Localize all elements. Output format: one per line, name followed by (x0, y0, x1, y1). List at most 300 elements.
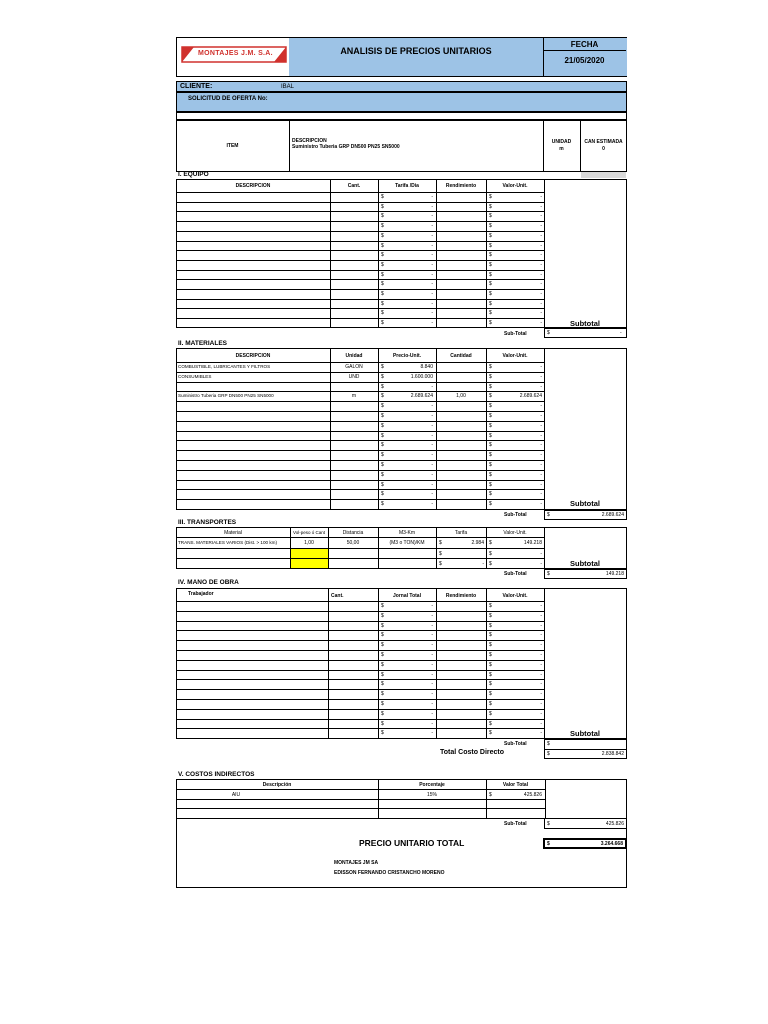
equipo-cell-dash: - (540, 310, 542, 317)
mano-cell-dash: - (431, 710, 433, 717)
equipo-cell-dash: - (431, 232, 433, 239)
mano-row-line (176, 630, 544, 631)
materiales-cell-currency: $ (489, 413, 492, 419)
equipo-cell-dash: - (431, 271, 433, 278)
materiales-cell-currency: $ (489, 422, 492, 429)
materiales-cell-dash: - (431, 422, 433, 429)
equipo-cell-dash: - (540, 223, 542, 230)
fecha-label: FECHA (570, 40, 599, 49)
transportes-r2-valor-currency: $ (489, 551, 492, 557)
materiales-cell-dash: - (431, 491, 433, 498)
equipo-cell-currency: $ (489, 271, 492, 278)
equipo-row-line (176, 231, 544, 232)
equipo-cell-dash: - (540, 242, 542, 249)
mano-cell-currency: $ (489, 701, 492, 707)
indirectos-subtotal-value: 425.826 (605, 821, 624, 827)
transportes-yellow-2 (291, 559, 328, 568)
transportes-r2-tarifa-currency: $ (439, 551, 442, 557)
mano-cell-currency: $ (381, 720, 384, 727)
equipo-row-line (176, 202, 544, 203)
materiales-cell-precio: 8.840 (420, 364, 433, 370)
mano-cell-dash: - (431, 652, 433, 658)
transportes-row-tarifa: 2.984 (471, 540, 484, 546)
equipo-row-line (176, 318, 544, 319)
equipo-cell-currency: $ (381, 300, 384, 307)
materiales-cell-currency: $ (489, 403, 492, 410)
indirectos-header-desc: Descripción (262, 782, 292, 788)
mano-cell-dash: - (540, 612, 542, 619)
equipo-cell-dash: - (540, 261, 542, 268)
materiales-cell-cantidad: 1,00 (456, 393, 466, 400)
materiales-cell-currency: $ (489, 491, 492, 498)
mano-row-line (176, 670, 544, 671)
materiales-cell-precio: 1.600.000 (410, 373, 433, 380)
firma-company: MONTAJES JM SA (334, 860, 379, 866)
equipo-cell-currency: $ (381, 203, 384, 210)
mano-cell-currency: $ (489, 632, 492, 639)
materiales-cell-currency: $ (381, 383, 384, 390)
equipo-cell-dash: - (540, 213, 542, 220)
transportes-r3-valor-currency: $ (489, 561, 492, 567)
materiales-header-unidad: Unidad (345, 353, 363, 359)
indirectos-header-pct: Porcentaje (419, 782, 445, 788)
materiales-cell-currency: $ (489, 462, 492, 468)
mano-cell-dash: - (540, 642, 542, 649)
equipo-cell-dash: - (431, 300, 433, 307)
mano-cell-dash: - (431, 671, 433, 678)
transportes-header-vol: Vol-peso ó Cant (292, 530, 326, 535)
equipo-cell-currency: $ (489, 223, 492, 230)
cliente-value: IBAL (281, 84, 295, 90)
mano-cell-dash: - (431, 691, 433, 698)
materiales-cell-dash: - (540, 452, 542, 459)
materiales-subtotal-value: 2.689.624 (601, 512, 624, 518)
mano-cell-currency: $ (381, 622, 384, 629)
mano-cell-dash: - (540, 681, 542, 688)
equipo-cell-dash: - (431, 261, 433, 268)
materiales-cell-currency: $ (381, 442, 384, 449)
mano-header-valor: Valor-Unit. (502, 593, 528, 599)
equipo-row-line (176, 299, 544, 300)
mano-cell-currency: $ (489, 691, 492, 698)
mano-cell-currency: $ (489, 642, 492, 649)
mano-row-line (176, 650, 544, 651)
solicitud-row (176, 92, 627, 112)
equipo-title: I. EQUIPO (178, 171, 209, 178)
equipo-subtotal-box (544, 328, 627, 338)
materiales-cell-currency: $ (489, 393, 492, 400)
equipo-cell-currency: $ (381, 232, 384, 239)
mano-header-cant: Cant. (331, 593, 344, 599)
mano-row-line (176, 601, 544, 602)
equipo-cell-dash: - (540, 252, 542, 259)
mano-row-line (176, 660, 544, 661)
materiales-row-line (176, 450, 544, 451)
mano-cell-currency: $ (381, 632, 384, 639)
transportes-header-material: Material (224, 530, 242, 536)
materiales-cell-currency: $ (381, 422, 384, 429)
equipo-cell-dash: - (540, 271, 542, 278)
transportes-row-tarifa-currency: $ (439, 540, 442, 546)
mano-cell-dash: - (540, 632, 542, 639)
materiales-row-line (176, 499, 544, 500)
mano-cell-currency: $ (489, 710, 492, 717)
mano-cell-currency: $ (381, 710, 384, 717)
transportes-subtotal-big: Subtotal (570, 559, 600, 568)
descripcion-value: Suministro Tuberia GRP DN500 PN25 SN5000 (292, 144, 400, 150)
materiales-subtotal-currency: $ (547, 512, 550, 518)
transportes-header-m3km: M3-Km (398, 530, 416, 536)
materiales-cell-dash: - (431, 481, 433, 488)
transportes-subtotal-label: Sub-Total (504, 571, 527, 577)
equipo-cell-currency: $ (381, 194, 384, 200)
transportes-header-valor: Valor-Unit. (503, 530, 527, 536)
equipo-cell-currency: $ (489, 320, 492, 327)
equipo-row-line (176, 192, 544, 193)
indirectos-subtotal-currency: $ (547, 821, 550, 827)
materiales-cell-valor: 2.689.624 (519, 393, 542, 400)
equipo-row-line (176, 211, 544, 212)
page-title: ANALISIS DE PRECIOS UNITARIOS (340, 46, 492, 56)
equipo-subtotal-big: Subtotal (570, 319, 600, 328)
materiales-cell-currency: $ (489, 383, 492, 390)
mano-obra-title: IV. MANO DE OBRA (178, 579, 239, 586)
mano-cell-currency: $ (489, 612, 492, 619)
materiales-cell-dash: - (540, 481, 542, 488)
equipo-cell-dash: - (540, 291, 542, 297)
unidad-value: m (559, 146, 564, 152)
mano-cell-dash: - (540, 701, 542, 707)
mano-cell-dash: - (540, 603, 542, 609)
materiales-cell-currency: $ (381, 413, 384, 419)
materiales-cell-valor: - (540, 373, 542, 380)
materiales-row-line (176, 411, 544, 412)
materiales-cell-precio: 2.689.624 (410, 393, 433, 400)
equipo-row-line (176, 279, 544, 280)
materiales-row-line (176, 391, 544, 392)
cantidad-label: CAN ESTIMADA (584, 139, 623, 145)
mano-row-line (176, 640, 544, 641)
materiales-cell-currency: $ (381, 501, 384, 508)
indirectos-subtotal-label: Sub-Total (504, 821, 527, 827)
materiales-cell-currency: $ (489, 364, 492, 370)
mano-cell-currency: $ (381, 691, 384, 698)
equipo-cell-dash: - (431, 242, 433, 249)
unidad-label: UNIDAD (551, 139, 572, 145)
materiales-cell-dash: - (431, 471, 433, 478)
equipo-cell-dash: - (431, 320, 433, 327)
equipo-cell-currency: $ (381, 213, 384, 220)
equipo-cell-dash: - (431, 194, 433, 200)
firma-person: EDISSON FERNANDO CRISTANCHO MORENO (334, 870, 445, 876)
equipo-header-rend: Rendimiento (445, 183, 477, 189)
transportes-header-tarifa: Tarifa (454, 530, 468, 536)
mano-cell-currency: $ (381, 612, 384, 619)
equipo-header-desc: DESCRIPCION (235, 183, 271, 189)
equipo-cell-dash: - (431, 252, 433, 259)
equipo-cell-currency: $ (381, 271, 384, 278)
transportes-header-dist: Distancia (342, 530, 364, 536)
mano-row-line (176, 699, 544, 700)
equipo-cell-currency: $ (489, 203, 492, 210)
mano-cell-dash: - (431, 720, 433, 727)
mano-cell-currency: $ (381, 603, 384, 609)
equipo-cell-dash: - (540, 232, 542, 239)
equipo-subtotal-label: Sub-Total (504, 331, 527, 337)
materiales-cell-desc: Suministro Tuberia GRP DN500 PN25 SN5000 (178, 393, 274, 399)
mano-cell-dash: - (431, 603, 433, 609)
materiales-cell-dash: - (540, 442, 542, 449)
transportes-row-vol: 1,00 (304, 540, 314, 546)
precio-total-value: 3.264.668 (600, 841, 623, 847)
mano-cell-dash: - (431, 612, 433, 619)
mano-cell-currency: $ (489, 720, 492, 727)
transportes-r2-valor: - (540, 551, 542, 557)
equipo-cell-currency: $ (489, 291, 492, 297)
mano-cell-dash: - (431, 701, 433, 707)
materiales-row-line (176, 480, 544, 481)
equipo-cell-currency: $ (381, 242, 384, 249)
equipo-cell-currency: $ (489, 310, 492, 317)
mano-row-line (176, 679, 544, 680)
mano-cell-currency: $ (381, 701, 384, 707)
materiales-cell-currency: $ (381, 393, 384, 400)
mano-cell-dash: - (540, 691, 542, 698)
solicitud-label: SOLICITUD DE OFERTA No: (188, 96, 268, 102)
materiales-cell-dash: - (431, 452, 433, 459)
mano-subtotal-label: Sub-Total (504, 741, 527, 747)
materiales-subtotal-label: Sub-Total (504, 512, 527, 518)
materiales-row-line (176, 421, 544, 422)
equipo-cell-currency: $ (381, 261, 384, 268)
materiales-cell-dash: - (540, 403, 542, 410)
materiales-cell-unidad: UND (348, 373, 360, 380)
indirectos-row-currency: $ (489, 792, 492, 798)
equipo-cell-currency: $ (381, 291, 384, 297)
precio-total-label: PRECIO UNITARIO TOTAL (359, 838, 465, 848)
mano-cell-dash: - (540, 730, 542, 737)
equipo-subtotal-currency: $ (547, 330, 550, 336)
equipo-cell-dash: - (540, 194, 542, 200)
mano-cell-dash: - (540, 720, 542, 727)
mano-cell-dash: - (540, 671, 542, 678)
materiales-cell-currency: $ (381, 403, 384, 410)
mano-row-line (176, 611, 544, 612)
materiales-cell-currency: $ (381, 462, 384, 468)
total-directo-value: 2.838.842 (601, 751, 624, 757)
materiales-header-precio: Precio-Unit. (392, 353, 422, 359)
mano-header-jornal: Jornal Total (393, 593, 421, 599)
materiales-cell-dash: - (431, 403, 433, 410)
mano-cell-dash: - (431, 661, 433, 668)
equipo-cell-dash: - (431, 310, 433, 317)
item-label: ITEM (226, 143, 239, 149)
equipo-cell-dash: - (431, 223, 433, 230)
transportes-yellow-1 (291, 549, 328, 558)
equipo-cell-currency: $ (489, 261, 492, 268)
mano-cell-currency: $ (381, 642, 384, 649)
cantidad-value: 0 (602, 146, 605, 152)
materiales-cell-dash: - (431, 432, 433, 439)
materiales-cell-desc: COMBUSTIBLE, LUBRICANTES Y FILTROS (178, 364, 271, 369)
transportes-row-material: TRANS. MATERIALES VARIOS (Dist. > 100 km) (178, 540, 277, 545)
equipo-cell-dash: - (540, 281, 542, 288)
equipo-row-line (176, 241, 544, 242)
mano-row-line (176, 728, 544, 729)
materiales-cell-valor: - (540, 364, 542, 370)
cliente-label: CLIENTE: (180, 83, 213, 90)
equipo-row-line (176, 289, 544, 290)
mano-cell-currency: $ (489, 622, 492, 629)
transportes-row-valor: 149.218 (523, 540, 542, 546)
mano-cell-currency: $ (489, 603, 492, 609)
mano-cell-dash: - (540, 661, 542, 668)
equipo-row-line (176, 308, 544, 309)
mano-cell-dash: - (431, 730, 433, 737)
fecha-divider (543, 50, 626, 51)
equipo-cell-currency: $ (489, 213, 492, 220)
equipo-subtotal-value: - (620, 330, 622, 336)
materiales-cell-currency: $ (489, 471, 492, 478)
materiales-cell-unidad: GALON (345, 364, 363, 370)
materiales-cell-dash: - (431, 501, 433, 508)
materiales-cell-currency: $ (381, 471, 384, 478)
materiales-title: II. MATERIALES (178, 340, 227, 347)
mano-cell-currency: $ (489, 671, 492, 678)
equipo-row-line (176, 260, 544, 261)
equipo-header-cant: Cant. (347, 183, 361, 189)
equipo-cell-dash: - (540, 300, 542, 307)
company-logo (180, 44, 288, 66)
transportes-title: III. TRANSPORTES (178, 519, 237, 526)
transportes-r3-valor: - (540, 561, 542, 567)
mano-cell-dash: - (540, 710, 542, 717)
indirectos-row-desc: AIU (231, 792, 241, 798)
cantidad-shade (581, 172, 626, 178)
materiales-row-line (176, 372, 544, 373)
materiales-cell-dash: - (431, 413, 433, 419)
equipo-cell-currency: $ (381, 320, 384, 327)
mano-cell-dash: - (540, 652, 542, 658)
materiales-header-valor: Valor-Unit. (502, 353, 528, 359)
mano-row-line (176, 719, 544, 720)
materiales-header-cantidad: Cantidad (450, 353, 472, 359)
mano-header-rend: Rendimiento (445, 593, 477, 599)
precio-total-currency: $ (547, 841, 550, 847)
materiales-row-line (176, 431, 544, 432)
equipo-header-valor: Valor-Unit. (502, 183, 528, 189)
materiales-cell-currency: $ (489, 481, 492, 488)
transportes-row-valor-currency: $ (489, 540, 492, 546)
mano-cell-currency: $ (489, 730, 492, 737)
equipo-cell-currency: $ (381, 310, 384, 317)
equipo-cell-dash: - (431, 281, 433, 288)
mano-header-trabajador: Trabajador (188, 591, 214, 597)
materiales-cell-currency: $ (381, 364, 384, 370)
materiales-cell-dash: - (540, 501, 542, 508)
mano-cell-dash: - (431, 622, 433, 629)
spacer-row (176, 112, 627, 120)
materiales-cell-dash: - (540, 422, 542, 429)
indirectos-title: V. COSTOS INDIRECTOS (178, 771, 255, 778)
materiales-cell-currency: $ (381, 491, 384, 498)
equipo-row-line (176, 221, 544, 222)
materiales-row-line (176, 440, 544, 441)
mano-subtotal-big: Subtotal (570, 729, 600, 738)
equipo-cell-currency: $ (489, 281, 492, 288)
materiales-cell-currency: $ (489, 373, 492, 380)
equipo-cell-currency: $ (381, 252, 384, 259)
equipo-cell-dash: - (540, 203, 542, 210)
mano-cell-currency: $ (489, 661, 492, 668)
mano-cell-currency: $ (381, 681, 384, 688)
materiales-cell-dash: - (431, 442, 433, 449)
equipo-row-line (176, 270, 544, 271)
title-band (289, 38, 543, 76)
materiales-cell-desc: CONSUMIBLES (178, 373, 212, 379)
materiales-cell-dash: - (540, 432, 542, 439)
mano-cell-dash: - (540, 622, 542, 629)
materiales-col-line (544, 348, 545, 510)
transportes-subtotal-currency: $ (547, 571, 550, 577)
mano-cell-currency: $ (381, 652, 384, 658)
materiales-subtotal-big: Subtotal (570, 499, 600, 508)
materiales-cell-dash: - (540, 491, 542, 498)
equipo-cell-dash: - (431, 291, 433, 297)
total-directo-currency: $ (547, 751, 550, 757)
fecha-value: 21/05/2020 (564, 56, 605, 65)
mano-subtotal-currency: $ (547, 741, 550, 747)
materiales-cell-unidad: m (351, 393, 357, 400)
company-logo-text: MONTAJES J.M. S.A. (198, 50, 273, 57)
materiales-row-line (176, 401, 544, 402)
mano-row-line (176, 689, 544, 690)
indirectos-row-valor: 425.826 (523, 792, 542, 798)
mano-cell-dash: - (431, 632, 433, 639)
equipo-cell-currency: $ (489, 242, 492, 249)
equipo-cell-currency: $ (381, 223, 384, 230)
materiales-cell-dash: - (540, 471, 542, 478)
transportes-row-unit: (M3 o TON)/KM (389, 540, 425, 546)
materiales-cell-dash: - (540, 413, 542, 419)
transportes-subtotal-value: 149.218 (605, 571, 624, 577)
materiales-cell-currency: $ (381, 481, 384, 488)
transportes-row-dist: 50,00 (346, 540, 360, 546)
equipo-cell-currency: $ (489, 232, 492, 239)
cliente-row (176, 81, 627, 92)
mano-col-line (544, 588, 545, 739)
equipo-row-line (176, 250, 544, 251)
materiales-cell-currency: $ (489, 452, 492, 459)
equipo-cell-dash: - (431, 213, 433, 220)
equipo-cell-currency: $ (381, 281, 384, 288)
equipo-header-tarifa: Tarifa /Dia (395, 183, 419, 189)
materiales-row-line (176, 489, 544, 490)
materiales-cell-valor: - (540, 383, 542, 390)
indirectos-row-pct: 15% (426, 792, 437, 798)
mano-cell-currency: $ (381, 661, 384, 668)
materiales-row-line (176, 470, 544, 471)
materiales-cell-currency: $ (489, 442, 492, 449)
mano-cell-dash: - (431, 642, 433, 649)
transportes-r3-tarifa-currency: $ (439, 561, 442, 567)
materiales-cell-dash: - (431, 462, 433, 468)
mano-row-line (176, 709, 544, 710)
materiales-cell-dash: - (540, 462, 542, 468)
equipo-cell-currency: $ (489, 252, 492, 259)
materiales-cell-currency: $ (381, 452, 384, 459)
descripcion-label: DESCRIPCION (292, 138, 327, 144)
